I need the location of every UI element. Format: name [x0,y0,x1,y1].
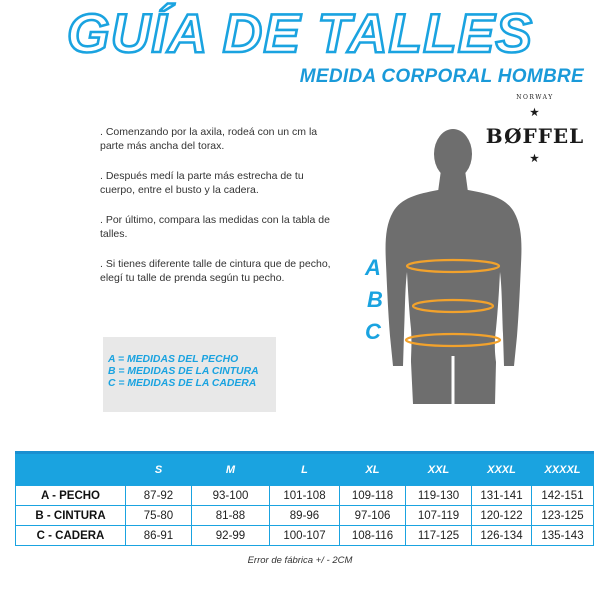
waist-marker-letter: B [367,287,383,312]
body-figure [355,126,545,404]
body-silhouette-icon [355,126,545,404]
table-row [16,486,594,506]
table-cell: 109-118 [340,486,406,506]
table-cell: 97-106 [340,506,406,526]
column-header: XXL [406,453,472,486]
table-cell: 81-88 [192,506,270,526]
instructions-list [100,126,340,302]
table-cell: 75-80 [126,506,192,526]
column-header [16,453,126,486]
footnote: Error de fábrica +/ - 2CM [247,555,353,566]
instruction-item: . Si tienes diferente talle de cintura que de pecho, elegí tu talle de prenda según tu pecho. [100,258,331,284]
instruction-item: . Por último, compara las medidas con la tabla de talles. [100,214,330,240]
row-label: A - PECHO [16,486,126,506]
column-header: XXXL [472,453,532,486]
brand-country: NORWAY [516,94,554,101]
star-icon: ★ [530,107,540,119]
legend-item: C = MEDIDAS DE LA CADERA [108,378,257,389]
chest-marker-letter: A [365,255,381,280]
table-cell: 87-92 [126,486,192,506]
legend-item: B = MEDIDAS DE LA CINTURA [108,366,259,377]
table-cell: 86-91 [126,526,192,546]
table-row [16,506,594,526]
size-table [15,451,594,546]
column-header: S [126,453,192,486]
row-label: B - CINTURA [16,506,126,526]
table-cell: 117-125 [406,526,472,546]
table-cell: 126-134 [472,526,532,546]
instruction-item: . Después medí la parte más estrecha de tu cuerpo, entre el busto y la cadera. [100,170,304,196]
legend-item: A = MEDIDAS DEL PECHO [108,354,239,365]
table-cell: 108-116 [340,526,406,546]
column-header: XXXXL [532,453,594,486]
page-title: GUÍA DE TALLES [66,2,534,64]
table-cell: 89-96 [270,506,340,526]
column-header: M [192,453,270,486]
table-cell: 93-100 [192,486,270,506]
measurement-legend [103,337,276,412]
table-cell: 92-99 [192,526,270,546]
row-label: C - CADERA [16,526,126,546]
page-subtitle: MEDIDA CORPORAL HOMBRE [299,66,584,87]
table-cell: 119-130 [406,486,472,506]
instruction-item: . Comenzando por la axila, rodeá con un cm la parte más ancha del torax. [100,126,318,152]
table-cell: 142-151 [532,486,594,506]
table-row [16,526,594,546]
table-cell: 131-141 [472,486,532,506]
table-cell: 101-108 [270,486,340,506]
star-icon: ★ [530,153,540,164]
brand-name: BØFFEL [485,123,585,148]
hip-marker-letter: C [365,319,381,344]
table-cell: 120-122 [472,506,532,526]
table-cell: 123-125 [532,506,594,526]
size-table-header [16,453,594,486]
table-cell: 107-119 [406,506,472,526]
column-header: XL [340,453,406,486]
column-header: L [270,453,340,486]
table-cell: 135-143 [532,526,594,546]
table-cell: 100-107 [270,526,340,546]
